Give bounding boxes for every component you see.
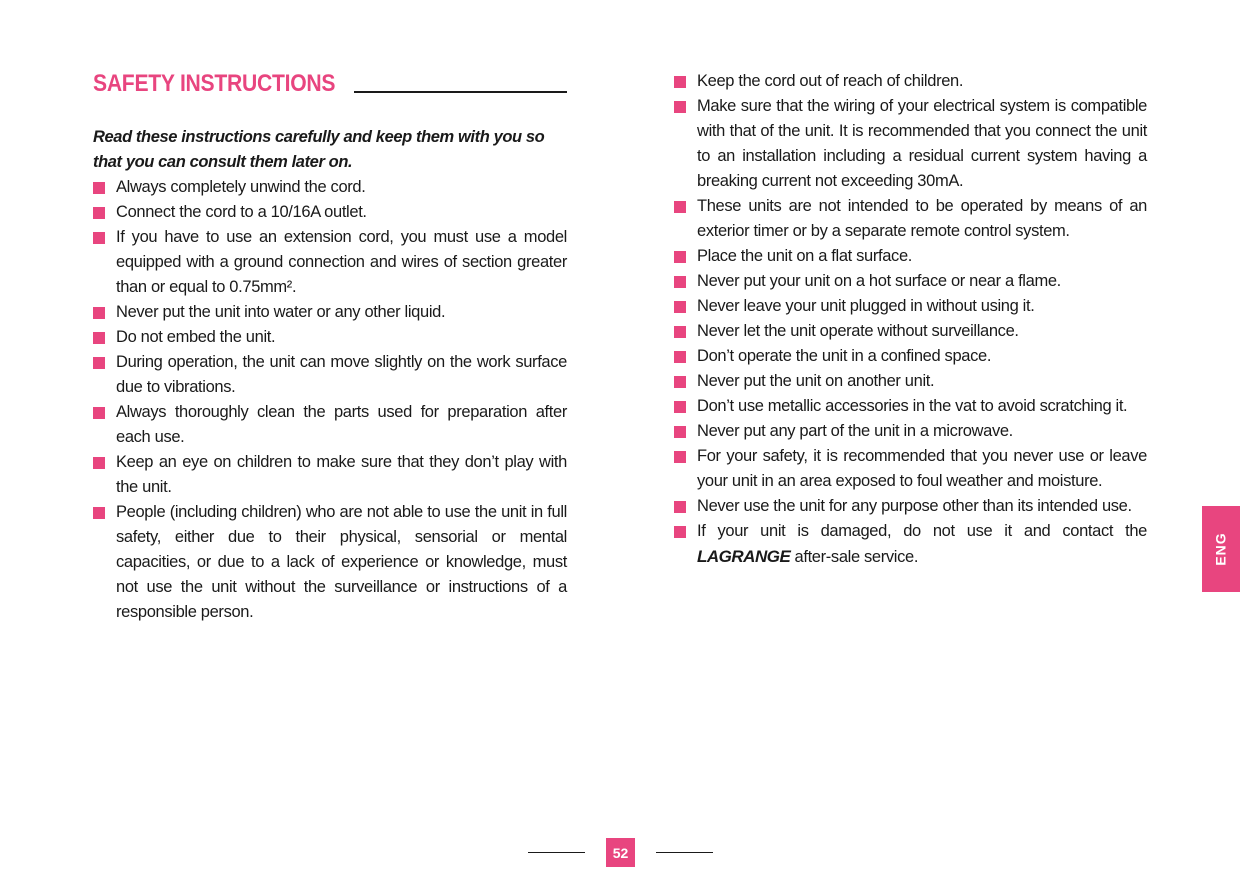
contact-text-prefix: If your unit is damaged, do not use it and contact the <box>697 522 1147 540</box>
right-instructions-list <box>674 69 1147 570</box>
square-bullet-icon <box>93 357 105 369</box>
list-item <box>674 244 1147 269</box>
brand-name: LAGRANGE <box>697 547 791 566</box>
square-bullet-icon <box>674 351 686 363</box>
square-bullet-icon <box>93 332 105 344</box>
square-bullet-icon <box>674 251 686 263</box>
list-item <box>674 269 1147 294</box>
list-item <box>93 225 567 300</box>
list-item-text: Don’t use metallic accessories in the vat to avoid scratching it. <box>697 397 1128 415</box>
list-item-text: Never let the unit operate without surveillance. <box>697 322 1019 340</box>
square-bullet-icon <box>674 301 686 313</box>
list-item-text: Connect the cord to a 10/16A outlet. <box>116 203 367 221</box>
list-item <box>93 400 567 450</box>
list-item <box>93 325 567 350</box>
list-item <box>674 319 1147 344</box>
list-item <box>93 300 567 325</box>
list-item <box>674 194 1147 244</box>
language-tab[interactable] <box>1202 506 1240 592</box>
list-item-text: Place the unit on a flat surface. <box>697 247 913 265</box>
list-item-text: Never put any part of the unit in a microwave. <box>697 422 1013 440</box>
list-item <box>93 450 567 500</box>
square-bullet-icon <box>674 376 686 388</box>
contact-text-suffix: after-sale service. <box>794 548 919 566</box>
list-item <box>93 200 567 225</box>
list-item-text: During operation, the unit can move slightly on the work surface due to vibrations. <box>116 353 567 396</box>
list-item-text: If you have to use an extension cord, you must use a model equipped with a ground connection and wires of section greater than or equal to 0.75mm². <box>116 228 567 296</box>
list-item-text: Never use the unit for any purpose other than its intended use. <box>697 497 1132 515</box>
list-item-contact <box>674 519 1147 570</box>
list-item <box>93 175 567 200</box>
list-item-text: Never put your unit on a hot surface or near a flame. <box>697 272 1061 290</box>
language-tab-label: ENG <box>1213 532 1229 566</box>
list-item <box>674 444 1147 494</box>
square-bullet-icon <box>93 507 105 519</box>
square-bullet-icon <box>93 232 105 244</box>
square-bullet-icon <box>674 101 686 113</box>
list-item-text: Always thoroughly clean the parts used for preparation after each use. <box>116 403 567 446</box>
list-item <box>674 369 1147 394</box>
title-rule <box>354 91 567 93</box>
list-item <box>93 350 567 400</box>
footer-rule-left <box>528 852 585 853</box>
list-item-text: Never put the unit on another unit. <box>697 372 935 390</box>
square-bullet-icon <box>93 307 105 319</box>
square-bullet-icon <box>93 407 105 419</box>
page-footer <box>528 838 713 867</box>
list-item-text: These units are not intended to be operated by means of an exterior timer or by a separate remote control system. <box>697 197 1147 240</box>
page-title: SAFETY INSTRUCTIONS <box>93 70 336 97</box>
intro-text: Read these instructions carefully and keep them with you so that you can consult them later on. <box>93 128 545 171</box>
list-item-text: Keep the cord out of reach of children. <box>697 72 964 90</box>
square-bullet-icon <box>674 426 686 438</box>
square-bullet-icon <box>674 451 686 463</box>
list-item <box>674 294 1147 319</box>
list-item-text: Don’t operate the unit in a confined space. <box>697 347 992 365</box>
square-bullet-icon <box>674 276 686 288</box>
square-bullet-icon <box>93 457 105 469</box>
square-bullet-icon <box>674 401 686 413</box>
list-item <box>93 500 567 625</box>
list-item <box>674 344 1147 369</box>
footer-rule-right <box>656 852 713 853</box>
square-bullet-icon <box>674 526 686 538</box>
list-item-text: Make sure that the wiring of your electrical system is compatible with that of the unit. It is recommended that you connect the unit to an installation including a residual current system having a breaking current not exceeding 30mA. <box>697 97 1147 190</box>
list-item-text: For your safety, it is recommended that you never use or leave your unit in an area exposed to foul weather and moisture. <box>697 447 1147 490</box>
list-item <box>674 94 1147 194</box>
list-item-text: Never put the unit into water or any other liquid. <box>116 303 446 321</box>
square-bullet-icon <box>674 76 686 88</box>
square-bullet-icon <box>674 501 686 513</box>
list-item <box>674 69 1147 94</box>
square-bullet-icon <box>93 207 105 219</box>
square-bullet-icon <box>674 201 686 213</box>
left-instructions-list <box>93 175 567 625</box>
square-bullet-icon <box>674 326 686 338</box>
section-header <box>93 70 567 98</box>
list-item-text: Always completely unwind the cord. <box>116 178 366 196</box>
page-number: 52 <box>606 838 635 867</box>
list-item <box>674 394 1147 419</box>
list-item-text: Never leave your unit plugged in without using it. <box>697 297 1035 315</box>
list-item <box>674 419 1147 444</box>
list-item-text: Do not embed the unit. <box>116 328 276 346</box>
square-bullet-icon <box>93 182 105 194</box>
list-item-text: People (including children) who are not able to use the unit in full safety, either due to their physical, sensorial or mental capacities, or due to a lack of experience or knowledge, must not use the unit without the surveillance or instructions of a responsible person. <box>116 503 567 621</box>
list-item <box>674 494 1147 519</box>
list-item-text: Keep an eye on children to make sure that they don’t play with the unit. <box>116 453 567 496</box>
